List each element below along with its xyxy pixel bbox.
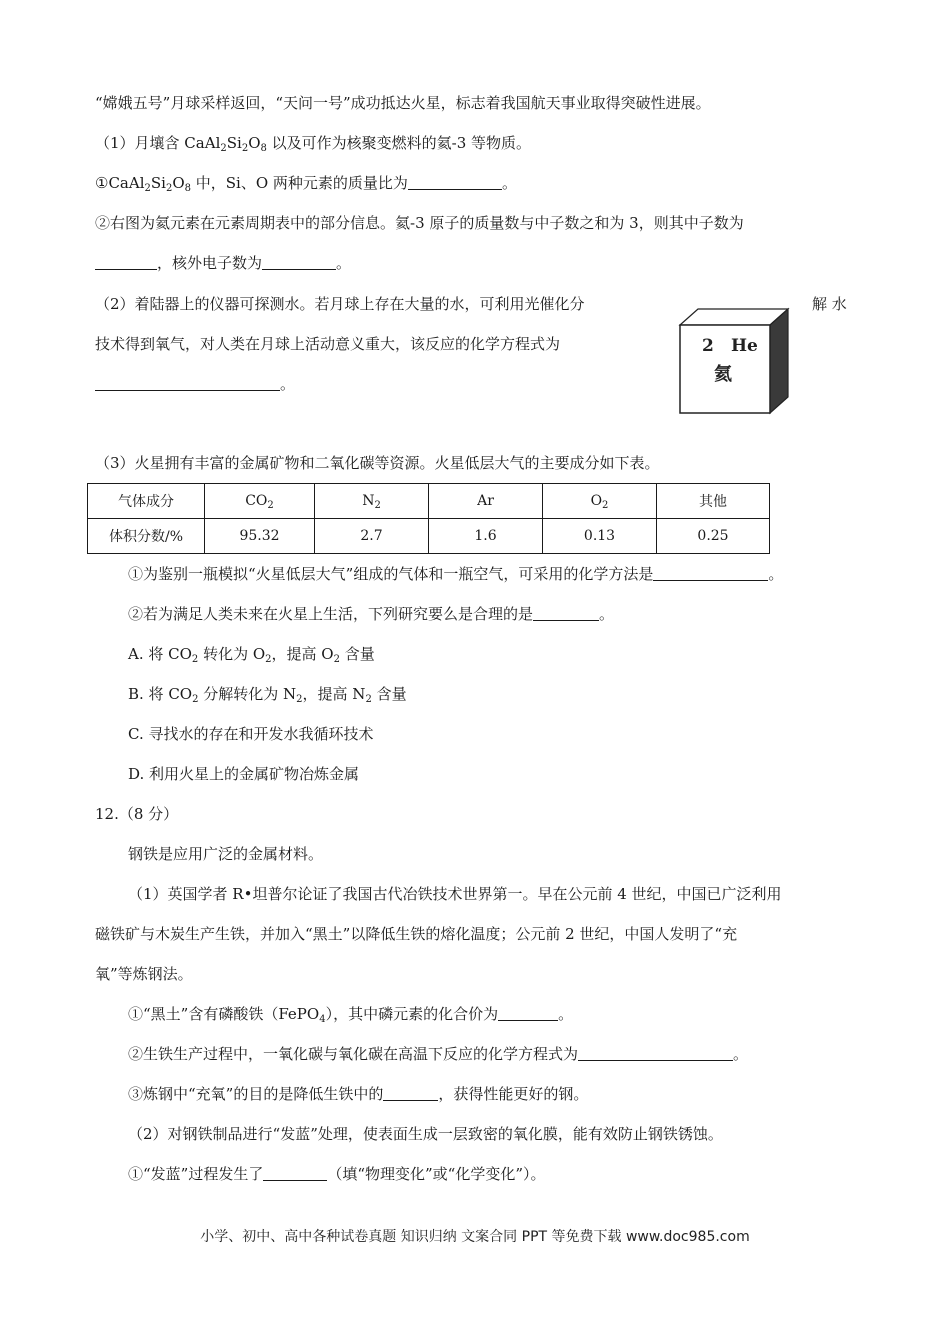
q12-subquestion-a: ①“黑土”含有磷酸铁（FePO$_4$），其中磷元素的化合价为 。 <box>128 1005 574 1025</box>
q12-p1-line3: 氧”等炼钢法。 <box>95 965 193 983</box>
answer-blank[interactable] <box>653 565 768 581</box>
q3-subquestion-b: ②若为满足人类未来在火星上生活，下列研究要么是合理的是 。 <box>128 605 615 623</box>
q1-subquestion-a: $①CaAl_2Si_2O_8$ 中，Si、O 两种元素的质量比为 。 <box>95 174 517 194</box>
q3-stem: （3）火星拥有丰富的金属矿物和二氧化碳等资源。火星低层大气的主要成分如下表。 <box>95 454 660 472</box>
table-cell: 0.13 <box>543 519 657 554</box>
element-symbol: He <box>731 336 758 356</box>
table-header-cell: $O_2$ <box>543 484 657 519</box>
helium-element-card <box>676 307 790 419</box>
q2-line3: 。 <box>95 374 295 394</box>
table-row <box>88 484 770 519</box>
q12-intro: 钢铁是应用广泛的金属材料。 <box>128 845 324 863</box>
option-a: A. 将 $CO_2$ 转化为 $O_2$，提高 $O_2$ 含量 <box>128 645 375 665</box>
q1-subquestion-b-cont: ，核外电子数为 。 <box>95 253 351 273</box>
option-d: D. 利用火星上的金属矿物冶炼金属 <box>128 765 360 783</box>
option-b: B. 将 $CO_2$ 分解转化为 $N_2$，提高 $N_2$ 含量 <box>128 685 407 705</box>
table-row <box>88 519 770 554</box>
q12-subquestion-c: ③炼钢中“充氧”的目的是降低生铁中的 ，获得性能更好的钢。 <box>128 1085 589 1103</box>
answer-blank[interactable] <box>383 1085 438 1101</box>
atomic-number: 2 <box>702 336 714 356</box>
table-header-cell: 气体成分 <box>88 484 205 519</box>
mars-atmosphere-table <box>87 483 770 554</box>
element-name: 氦 <box>714 364 732 385</box>
q12-header: 12.（8 分） <box>95 805 179 823</box>
answer-blank[interactable] <box>408 174 502 190</box>
q12-subquestion-b: ②生铁生产过程中，一氧化碳与氧化碳在高温下反应的化学方程式为 。 <box>128 1045 749 1063</box>
table-header-cell: 其他 <box>657 484 770 519</box>
page-footer: 小学、初中、高中各种试卷真题 知识归纳 文案合同 PPT 等免费下载 www.doc985.com <box>200 1229 750 1245</box>
table-cell: 95.32 <box>205 519 315 554</box>
answer-blank[interactable] <box>95 254 157 270</box>
q12-p2: （2）对钢铁制品进行“发蓝”处理，使表面生成一层致密的氧化膜，能有效防止钢铁锈蚀。 <box>128 1125 723 1143</box>
q12-p1-line1: （1）英国学者 R•坦普尔论证了我国古代冶铁技术世界第一。早在公元前 4 世纪，中国已广泛利用 <box>128 885 782 903</box>
q1-subquestion-b: ②右图为氦元素在元素周期表中的部分信息。氦-3 原子的质量数与中子数之和为 3，则其中子数为 <box>95 214 744 232</box>
table-header-cell: $N_2$ <box>315 484 429 519</box>
answer-blank[interactable] <box>533 605 599 621</box>
intro-text: “嫦娥五号”月球采样返回，“天问一号”成功抵达火星，标志着我国航天事业取得突破性进展。 <box>95 94 711 112</box>
table-cell: 1.6 <box>429 519 543 554</box>
answer-blank[interactable] <box>262 254 336 270</box>
answer-blank[interactable] <box>578 1045 733 1061</box>
q2-line1: （2）着陆器上的仪器可探测水。若月球上存在大量的水，可利用光催化分 <box>95 295 585 313</box>
table-cell: 0.25 <box>657 519 770 554</box>
q2-line1-tail: 解 水 <box>812 295 847 313</box>
answer-blank[interactable] <box>263 1165 327 1181</box>
answer-blank[interactable] <box>498 1005 558 1021</box>
answer-blank[interactable] <box>95 375 280 391</box>
table-cell: 体积分数/% <box>88 519 205 554</box>
table-header-cell: Ar <box>429 484 543 519</box>
q2-line2: 技术得到氧气，对人类在月球上活动意义重大，该反应的化学方程式为 <box>95 335 561 353</box>
table-cell: 2.7 <box>315 519 429 554</box>
q3-subquestion-a: ①为鉴别一瓶模拟“火星低层大气”组成的气体和一瓶空气，可采用的化学方法是 。 <box>128 565 784 583</box>
q12-p1-line2: 磁铁矿与木炭生产生铁，并加入“黑土”以降低生铁的熔化温度；公元前 2 世纪，中国人发明了“充 <box>95 925 738 943</box>
q12-subquestion-d: ①“发蓝”过程发生了 （填“物理变化”或“化学变化”）。 <box>128 1165 546 1183</box>
table-header-cell: $CO_2$ <box>205 484 315 519</box>
option-c: C. 寻找水的存在和开发水我循环技术 <box>128 725 374 743</box>
q1-stem: （1）月壤含 $CaAl_2Si_2O_8$ 以及可作为核聚变燃料的氦-3 等物质。 <box>95 134 532 154</box>
